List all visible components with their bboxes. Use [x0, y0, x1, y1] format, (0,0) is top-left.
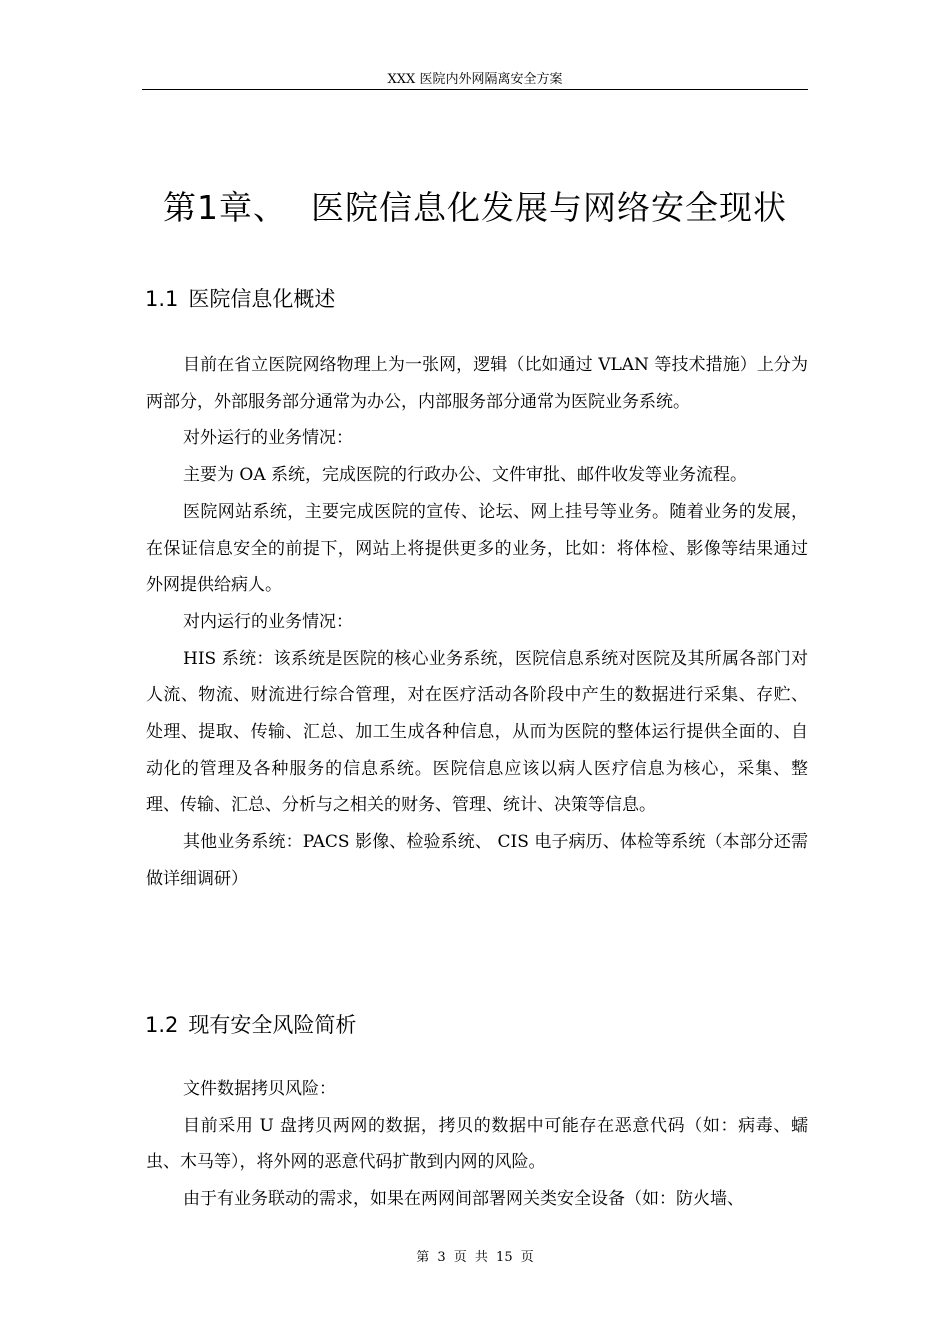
paragraph: 文件数据拷贝风险： — [183, 1079, 336, 1099]
chapter-title-text: 医院信息化发展与网络安全现状 — [311, 188, 787, 227]
paragraph: 对外运行的业务情况： — [183, 428, 353, 449]
paragraph: 对内运行的业务情况： — [183, 611, 353, 632]
paragraph: 目前在省立医院网络物理上为一张网，逻辑（比如通过 VLAN 等技术措施）上分为两部分，外部服务部分通常为办公，内部服务部分通常为医院业务系统。 — [146, 355, 808, 412]
section-body-1-1 — [146, 347, 808, 898]
section-number: 1.1 — [145, 287, 179, 311]
chapter-title — [142, 184, 808, 232]
section-heading-1-2 — [145, 1011, 356, 1039]
section-title: 医院信息化概述 — [188, 287, 336, 311]
paragraph: 主要为 OA 系统，完成医院的行政办公、文件审批、邮件收发等业务流程。 — [183, 465, 748, 486]
paragraph: 医院网站系统，主要完成医院的宣传、论坛、网上挂号等业务。随着业务的发展，在保证信息安全的前提下，网站上将提供更多的业务，比如：将体检、影像等结果通过外网提供给病人。 — [146, 501, 808, 596]
running-header: XXX 医院内外网隔离安全方案 — [387, 72, 563, 87]
page-number-footer: 第 3 页 共 15 页 — [416, 1250, 534, 1265]
section-body-1-2 — [146, 1071, 808, 1218]
paragraph: 由于有业务联动的需求，如果在两网间部署网关类安全设备（如：防火墙、 — [183, 1189, 744, 1210]
paragraph: 目前采用 U 盘拷贝两网的数据，拷贝的数据中可能存在恶意代码（如：病毒、蠕虫、木马等），将外网的恶意代码扩散到内网的风险。 — [146, 1115, 808, 1173]
section-heading-1-1 — [145, 285, 335, 313]
header-rule — [142, 89, 808, 90]
chapter-number: 第1章、 — [163, 188, 287, 227]
paragraph: 其他业务系统：PACS 影像、检验系统、 CIS 电子病历、体检等系统（本部分还需做详细调研） — [146, 832, 808, 889]
section-number: 1.2 — [145, 1013, 179, 1037]
section-title: 现有安全风险简析 — [188, 1013, 357, 1037]
paragraph: HIS 系统：该系统是医院的核心业务系统，医院信息系统对医院及其所属各部门对人流、物流、财流进行综合管理，对在医疗活动各阶段中产生的数据进行采集、存贮、处理、提取、传输、汇总、加工生成各种信息，从而为医院的整体运行提供全面的、自动化的管理及各种服务的信息系统。医院信息应该以病人医疗信息为核心，采集、整理、传输、汇总、分析与之相关的财务、管理、统计、决策等信息。 — [146, 648, 808, 816]
